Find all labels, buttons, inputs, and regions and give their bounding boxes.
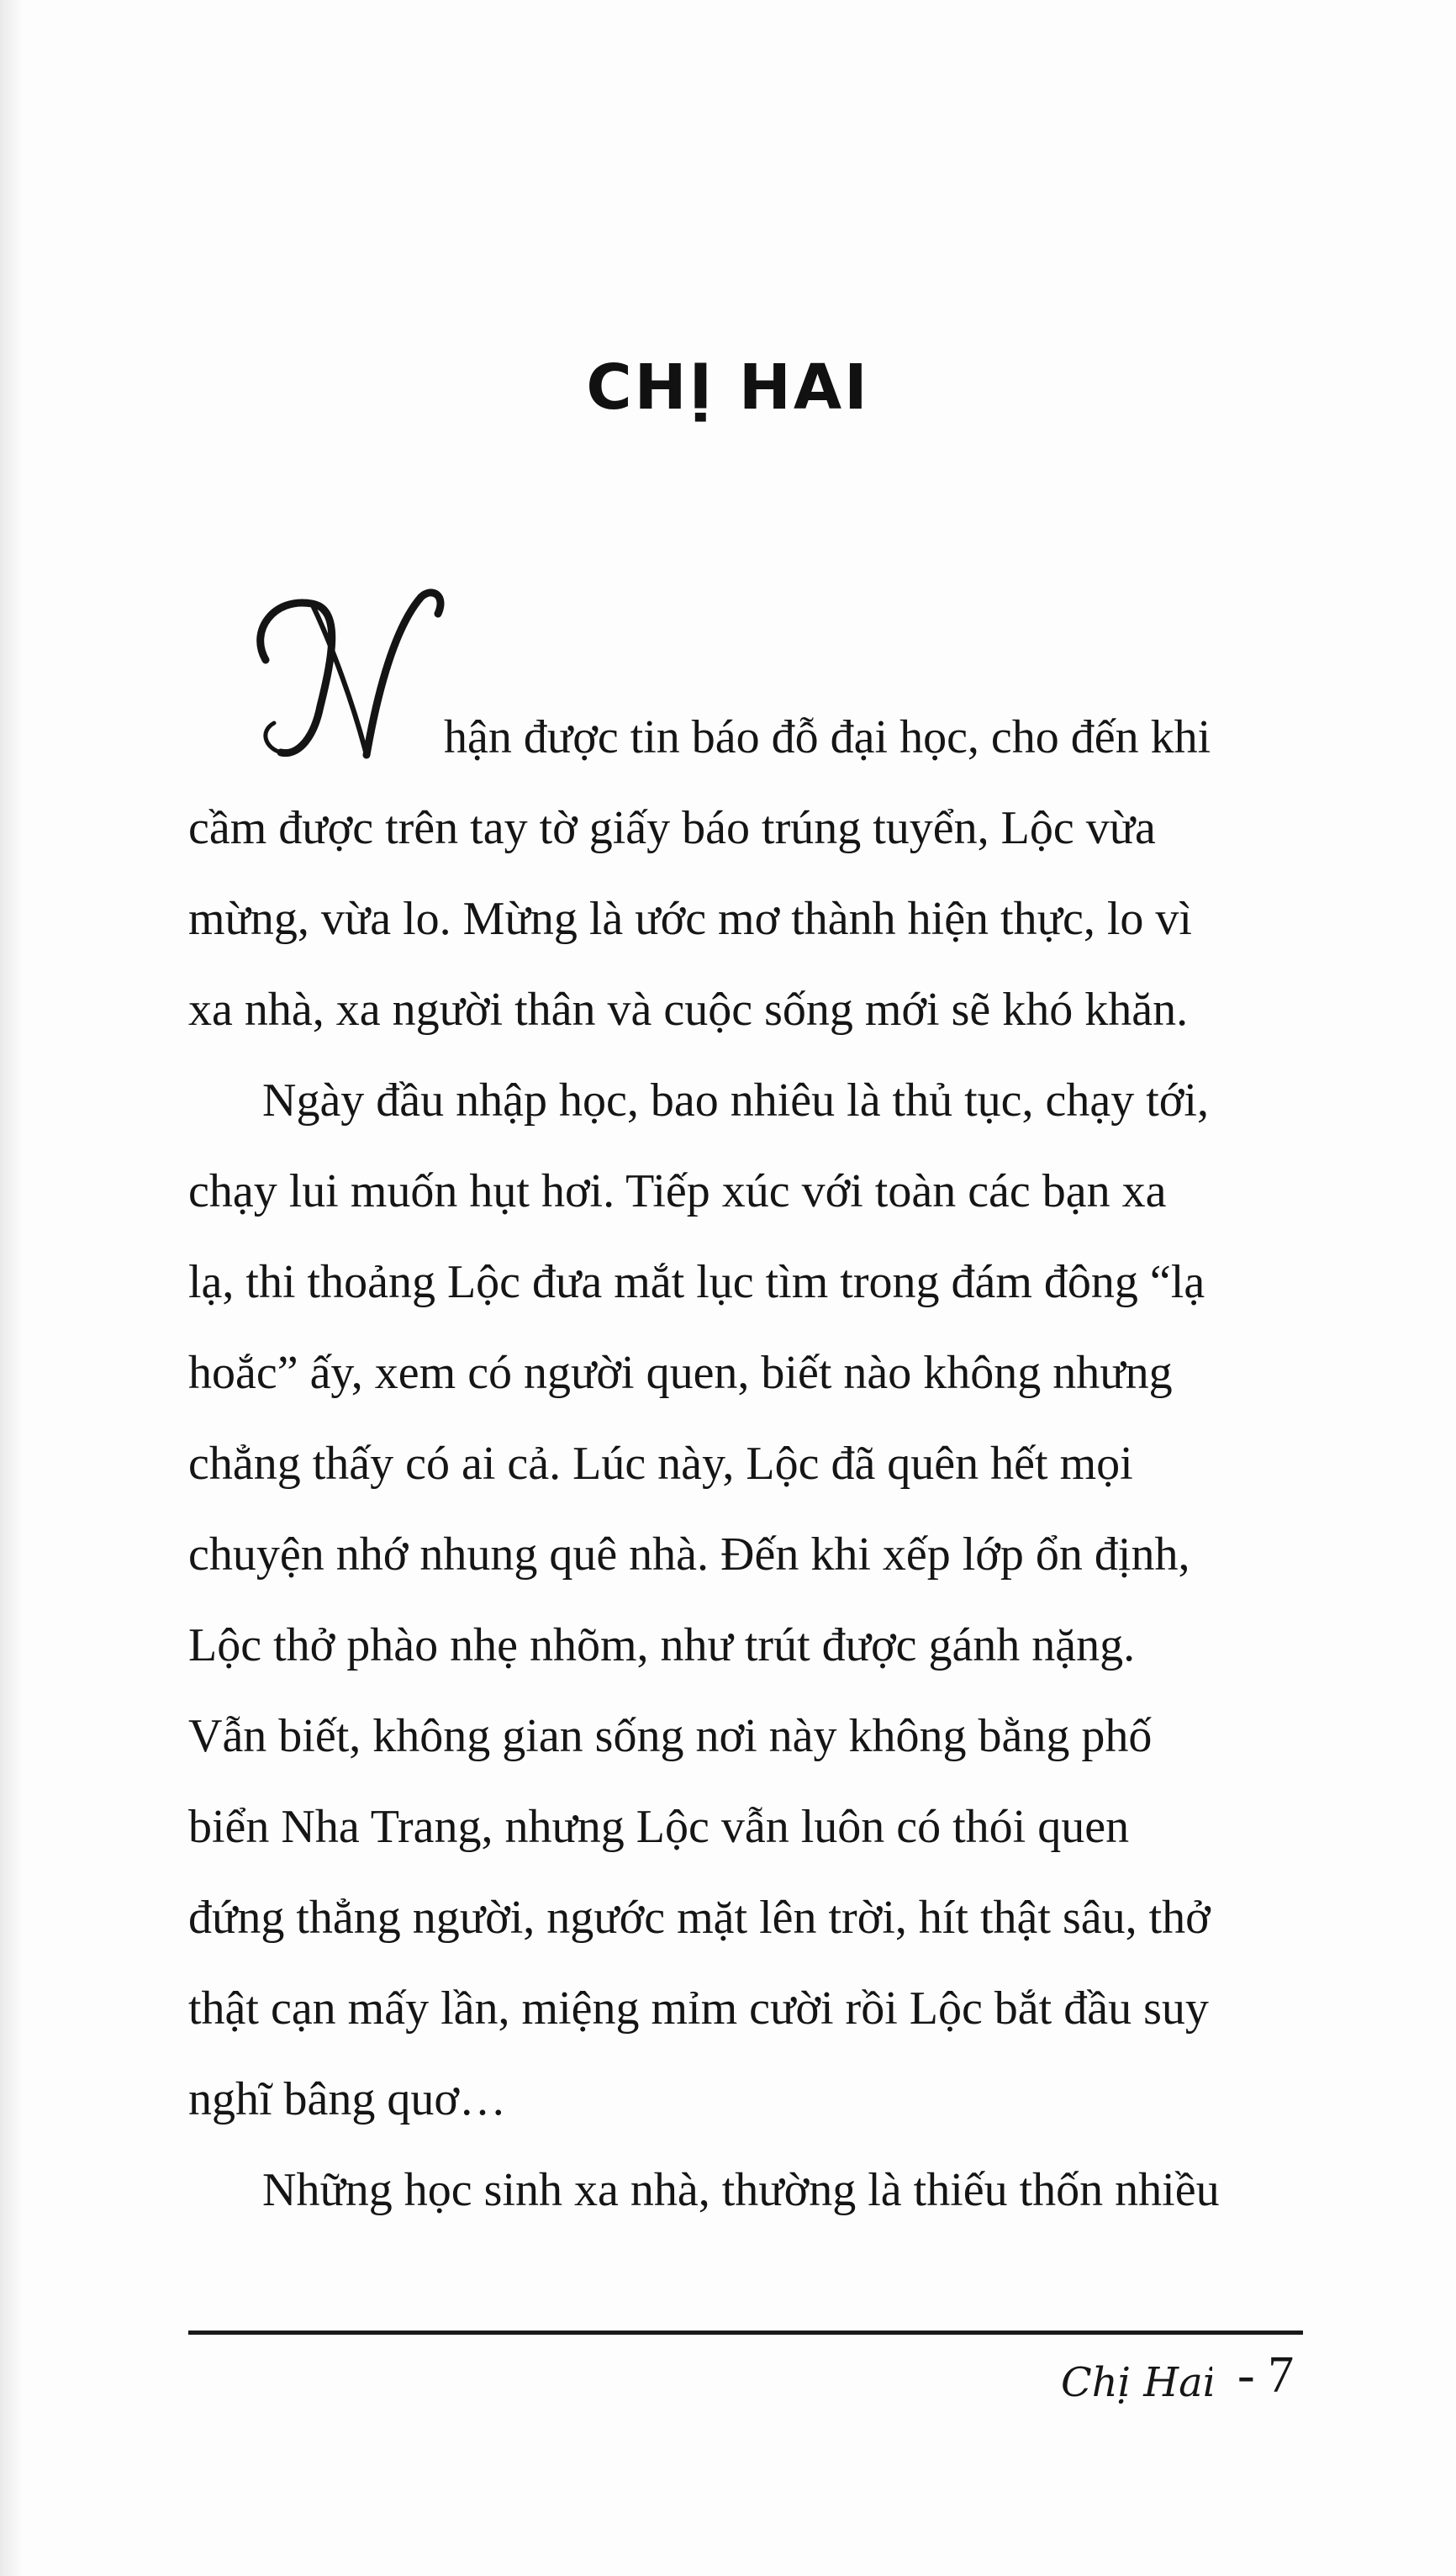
text-line: chẳng thấy có ai cả. Lúc này, Lộc đã quên hết mọi xyxy=(188,1438,1133,1490)
text-line: Vẫn biết, không gian sống nơi này không bằng phố xyxy=(188,1710,1153,1762)
drop-cap-n xyxy=(240,580,459,790)
text-line: chuyện nhớ nhung quê nhà. Đến khi xếp lớp ổn định, xyxy=(188,1528,1190,1581)
drop-cap-n-glyph xyxy=(240,580,459,790)
text-line: nghĩ bâng quơ… xyxy=(188,2073,507,2125)
running-title xyxy=(1052,2344,1212,2420)
text-line: hận được tin báo đỗ đại học, cho đến khi xyxy=(444,711,1211,763)
text-line: thật cạn mấy lần, miệng mỉm cười rồi Lộc bắt đầu suy xyxy=(188,1982,1209,2035)
running-title-text: Chị Hai xyxy=(1061,2359,1212,2406)
text-line: Lộc thở phào nhẹ nhõm, như trút được gánh nặng. xyxy=(188,1619,1136,1671)
text-line: chạy lui muốn hụt hơi. Tiếp xúc với toàn các bạn xa xyxy=(188,1165,1167,1217)
text-line: xa nhà, xa người thân và cuộc sống mới sẽ khó khăn. xyxy=(188,984,1189,1036)
text-line: cầm được trên tay tờ giấy báo trúng tuyển, Lộc vừa xyxy=(188,802,1156,854)
running-title-script xyxy=(1052,2344,1212,2420)
page-number: - 7 xyxy=(1237,2346,1295,2404)
text-line: mừng, vừa lo. Mừng là ước mơ thành hiện thực, lo vì xyxy=(188,893,1192,945)
footer-rule xyxy=(188,2331,1303,2335)
text-line: biển Nha Trang, nhưng Lộc vẫn luôn có thói quen xyxy=(188,1801,1130,1853)
text-line: Những học sinh xa nhà, thường là thiếu thốn nhiều xyxy=(262,2164,1220,2216)
text-line: hoắc” ấy, xem có người quen, biết nào không nhưng xyxy=(188,1347,1173,1399)
chapter-title: CHỊ HAI xyxy=(586,351,870,424)
text-line: Ngày đầu nhập học, bao nhiêu là thủ tục, chạy tới, xyxy=(262,1074,1209,1127)
text-line: lạ, thi thoảng Lộc đưa mắt lục tìm trong đám đông “lạ xyxy=(188,1256,1205,1308)
text-line: đứng thẳng người, ngước mặt lên trời, hít thật sâu, thở xyxy=(188,1892,1211,1944)
